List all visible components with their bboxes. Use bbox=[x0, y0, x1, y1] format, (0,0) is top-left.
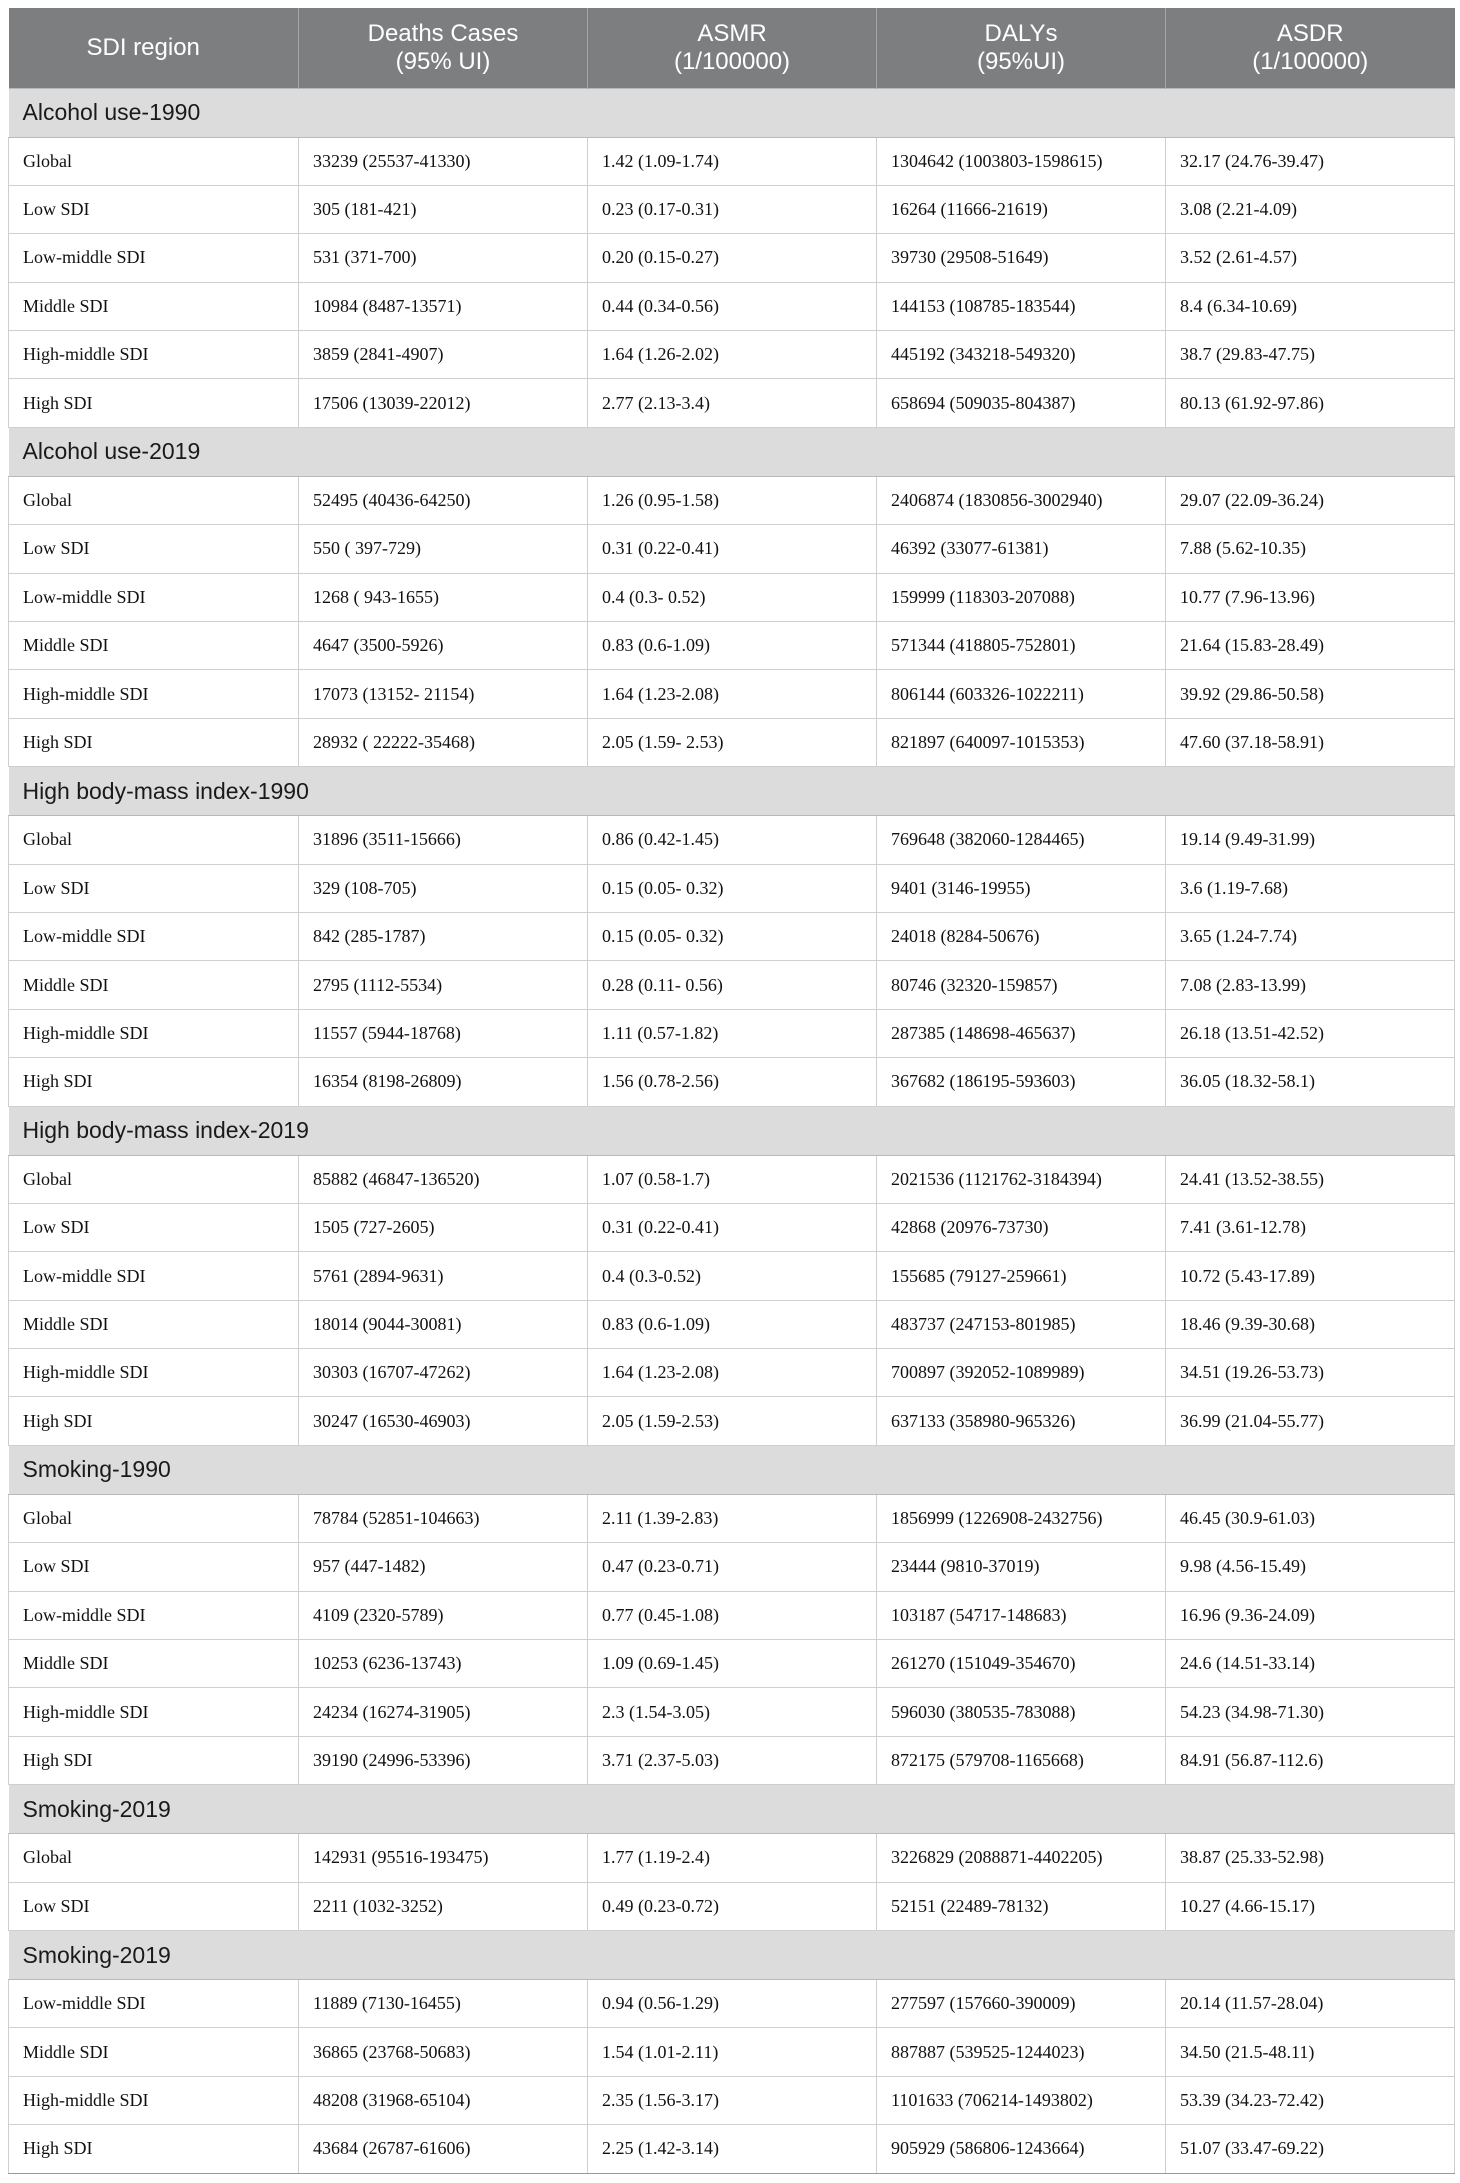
deaths-cases-cell: 1505 (727-2605) bbox=[299, 1203, 588, 1251]
sdi-region-cell: Low-middle SDI bbox=[9, 912, 299, 960]
dalys-cell: 39730 (29508-51649) bbox=[877, 234, 1166, 282]
asmr-cell: 0.47 (0.23-0.71) bbox=[588, 1543, 877, 1591]
asdr-cell: 3.52 (2.61-4.57) bbox=[1166, 234, 1455, 282]
asmr-cell: 0.83 (0.6-1.09) bbox=[588, 1300, 877, 1348]
table-header bbox=[9, 8, 1455, 88]
deaths-cases-cell: 10253 (6236-13743) bbox=[299, 1640, 588, 1688]
section-header-row bbox=[9, 88, 1455, 137]
asdr-cell: 39.92 (29.86-50.58) bbox=[1166, 670, 1455, 718]
asdr-cell: 36.05 (18.32-58.1) bbox=[1166, 1058, 1455, 1106]
sdi-region-cell: High-middle SDI bbox=[9, 2076, 299, 2124]
table-row bbox=[9, 1980, 1455, 2028]
asdr-cell: 7.88 (5.62-10.35) bbox=[1166, 525, 1455, 573]
deaths-cases-cell: 3859 (2841-4907) bbox=[299, 331, 588, 379]
dalys-cell: 261270 (151049-354670) bbox=[877, 1640, 1166, 1688]
sdi-region-cell: Low SDI bbox=[9, 864, 299, 912]
asdr-cell: 3.65 (1.24-7.74) bbox=[1166, 912, 1455, 960]
asmr-cell: 0.31 (0.22-0.41) bbox=[588, 525, 877, 573]
deaths-cases-cell: 142931 (95516-193475) bbox=[299, 1834, 588, 1882]
table-row bbox=[9, 137, 1455, 185]
asmr-cell: 1.64 (1.23-2.08) bbox=[588, 1349, 877, 1397]
section-header-row bbox=[9, 1931, 1455, 1980]
table-row bbox=[9, 1640, 1455, 1688]
asdr-cell: 9.98 (4.56-15.49) bbox=[1166, 1543, 1455, 1591]
asdr-cell: 34.51 (19.26-53.73) bbox=[1166, 1349, 1455, 1397]
deaths-cases-cell: 1268 ( 943-1655) bbox=[299, 573, 588, 621]
dalys-cell: 46392 (33077-61381) bbox=[877, 525, 1166, 573]
sdi-region-cell: Low SDI bbox=[9, 1543, 299, 1591]
asmr-cell: 2.11 (1.39-2.83) bbox=[588, 1494, 877, 1542]
asmr-cell: 1.09 (0.69-1.45) bbox=[588, 1640, 877, 1688]
table-row bbox=[9, 525, 1455, 573]
table-row bbox=[9, 1882, 1455, 1930]
table-row bbox=[9, 331, 1455, 379]
section-title: Smoking-2019 bbox=[9, 1931, 1455, 1980]
table-row bbox=[9, 2125, 1455, 2173]
deaths-cases-cell: 39190 (24996-53396) bbox=[299, 1736, 588, 1784]
asdr-cell: 16.96 (9.36-24.09) bbox=[1166, 1591, 1455, 1639]
asmr-cell: 2.77 (2.13-3.4) bbox=[588, 379, 877, 427]
table-row bbox=[9, 1688, 1455, 1736]
sdi-region-cell: Low SDI bbox=[9, 185, 299, 233]
table-row bbox=[9, 1155, 1455, 1203]
table-row bbox=[9, 476, 1455, 524]
dalys-cell: 700897 (392052-1089989) bbox=[877, 1349, 1166, 1397]
sdi-region-cell: High SDI bbox=[9, 1397, 299, 1445]
dalys-cell: 1856999 (1226908-2432756) bbox=[877, 1494, 1166, 1542]
asdr-cell: 36.99 (21.04-55.77) bbox=[1166, 1397, 1455, 1445]
asmr-cell: 0.15 (0.05- 0.32) bbox=[588, 912, 877, 960]
deaths-cases-cell: 16354 (8198-26809) bbox=[299, 1058, 588, 1106]
dalys-cell: 144153 (108785-183544) bbox=[877, 282, 1166, 330]
dalys-cell: 159999 (118303-207088) bbox=[877, 573, 1166, 621]
asdr-cell: 46.45 (30.9-61.03) bbox=[1166, 1494, 1455, 1542]
table-row bbox=[9, 1300, 1455, 1348]
asmr-cell: 1.26 (0.95-1.58) bbox=[588, 476, 877, 524]
sdi-region-cell: High-middle SDI bbox=[9, 331, 299, 379]
asdr-cell: 53.39 (34.23-72.42) bbox=[1166, 2076, 1455, 2124]
table-body bbox=[9, 88, 1455, 2173]
sdi-region-cell: Middle SDI bbox=[9, 1640, 299, 1688]
sdi-region-cell: Low-middle SDI bbox=[9, 1252, 299, 1300]
dalys-cell: 445192 (343218-549320) bbox=[877, 331, 1166, 379]
dalys-cell: 3226829 (2088871-4402205) bbox=[877, 1834, 1166, 1882]
deaths-cases-cell: 5761 (2894-9631) bbox=[299, 1252, 588, 1300]
table-row bbox=[9, 1591, 1455, 1639]
table-row bbox=[9, 1736, 1455, 1784]
dalys-cell: 872175 (579708-1165668) bbox=[877, 1736, 1166, 1784]
table-row bbox=[9, 1494, 1455, 1542]
deaths-cases-cell: 30303 (16707-47262) bbox=[299, 1349, 588, 1397]
asmr-cell: 1.77 (1.19-2.4) bbox=[588, 1834, 877, 1882]
dalys-cell: 103187 (54717-148683) bbox=[877, 1591, 1166, 1639]
sdi-region-cell: High SDI bbox=[9, 379, 299, 427]
asdr-cell: 84.91 (56.87-112.6) bbox=[1166, 1736, 1455, 1784]
deaths-cases-cell: 28932 ( 22222-35468) bbox=[299, 718, 588, 766]
sdi-region-cell: Low-middle SDI bbox=[9, 1980, 299, 2028]
table-row bbox=[9, 961, 1455, 1009]
asmr-cell: 2.3 (1.54-3.05) bbox=[588, 1688, 877, 1736]
sdi-region-cell: Low-middle SDI bbox=[9, 234, 299, 282]
deaths-cases-cell: 30247 (16530-46903) bbox=[299, 1397, 588, 1445]
asmr-cell: 2.25 (1.42-3.14) bbox=[588, 2125, 877, 2173]
asmr-cell: 0.4 (0.3-0.52) bbox=[588, 1252, 877, 1300]
asdr-cell: 7.41 (3.61-12.78) bbox=[1166, 1203, 1455, 1251]
asmr-cell: 0.83 (0.6-1.09) bbox=[588, 622, 877, 670]
header-asmr-sublabel: (1/100000) bbox=[673, 47, 791, 75]
deaths-cases-cell: 10984 (8487-13571) bbox=[299, 282, 588, 330]
asmr-cell: 1.42 (1.09-1.74) bbox=[588, 137, 877, 185]
section-title: Smoking-2019 bbox=[9, 1785, 1455, 1834]
table-row bbox=[9, 234, 1455, 282]
dalys-cell: 571344 (418805-752801) bbox=[877, 622, 1166, 670]
table-row bbox=[9, 912, 1455, 960]
dalys-cell: 16264 (11666-21619) bbox=[877, 185, 1166, 233]
dalys-cell: 596030 (380535-783088) bbox=[877, 1688, 1166, 1736]
dalys-cell: 155685 (79127-259661) bbox=[877, 1252, 1166, 1300]
data-table-container bbox=[8, 8, 1454, 2174]
header-deaths-cases bbox=[299, 8, 588, 88]
dalys-cell: 42868 (20976-73730) bbox=[877, 1203, 1166, 1251]
table-row bbox=[9, 1058, 1455, 1106]
asmr-cell: 2.05 (1.59-2.53) bbox=[588, 1397, 877, 1445]
dalys-cell: 52151 (22489-78132) bbox=[877, 1882, 1166, 1930]
table-row bbox=[9, 816, 1455, 864]
asmr-cell: 1.11 (0.57-1.82) bbox=[588, 1009, 877, 1057]
asdr-cell: 47.60 (37.18-58.91) bbox=[1166, 718, 1455, 766]
asdr-cell: 10.27 (4.66-15.17) bbox=[1166, 1882, 1455, 1930]
dalys-cell: 905929 (586806-1243664) bbox=[877, 2125, 1166, 2173]
asmr-cell: 0.44 (0.34-0.56) bbox=[588, 282, 877, 330]
asdr-cell: 20.14 (11.57-28.04) bbox=[1166, 1980, 1455, 2028]
sdi-region-cell: Middle SDI bbox=[9, 1300, 299, 1348]
table-row bbox=[9, 718, 1455, 766]
deaths-cases-cell: 43684 (26787-61606) bbox=[299, 2125, 588, 2173]
deaths-cases-cell: 2795 (1112-5534) bbox=[299, 961, 588, 1009]
sdi-region-cell: Middle SDI bbox=[9, 2028, 299, 2076]
dalys-cell: 24018 (8284-50676) bbox=[877, 912, 1166, 960]
table-row bbox=[9, 622, 1455, 670]
deaths-cases-cell: 36865 (23768-50683) bbox=[299, 2028, 588, 2076]
asdr-cell: 10.77 (7.96-13.96) bbox=[1166, 573, 1455, 621]
header-asdr-sublabel: (1/100000) bbox=[1252, 47, 1369, 75]
sdi-region-cell: High SDI bbox=[9, 1058, 299, 1106]
table-row bbox=[9, 2028, 1455, 2076]
header-dalys bbox=[877, 8, 1166, 88]
asmr-cell: 1.64 (1.23-2.08) bbox=[588, 670, 877, 718]
header-sdi-region-label: SDI region bbox=[86, 33, 200, 61]
section-header-row bbox=[9, 1785, 1455, 1834]
deaths-cases-cell: 17506 (13039-22012) bbox=[299, 379, 588, 427]
table-row bbox=[9, 670, 1455, 718]
dalys-cell: 367682 (186195-593603) bbox=[877, 1058, 1166, 1106]
asmr-cell: 1.54 (1.01-2.11) bbox=[588, 2028, 877, 2076]
sdi-region-cell: High SDI bbox=[9, 1736, 299, 1784]
sdi-risk-table bbox=[8, 8, 1455, 2174]
asdr-cell: 29.07 (22.09-36.24) bbox=[1166, 476, 1455, 524]
asdr-cell: 51.07 (33.47-69.22) bbox=[1166, 2125, 1455, 2173]
asdr-cell: 34.50 (21.5-48.11) bbox=[1166, 2028, 1455, 2076]
asmr-cell: 0.4 (0.3- 0.52) bbox=[588, 573, 877, 621]
asdr-cell: 21.64 (15.83-28.49) bbox=[1166, 622, 1455, 670]
asmr-cell: 0.23 (0.17-0.31) bbox=[588, 185, 877, 233]
deaths-cases-cell: 2211 (1032-3252) bbox=[299, 1882, 588, 1930]
deaths-cases-cell: 957 (447-1482) bbox=[299, 1543, 588, 1591]
section-title: Alcohol use-2019 bbox=[9, 427, 1455, 476]
header-dalys-sublabel: (95%UI) bbox=[976, 47, 1066, 75]
header-deaths-cases-sublabel: (95% UI) bbox=[395, 47, 491, 75]
section-header-row bbox=[9, 427, 1455, 476]
sdi-region-cell: Low-middle SDI bbox=[9, 1591, 299, 1639]
deaths-cases-cell: 329 (108-705) bbox=[299, 864, 588, 912]
section-title: Alcohol use-1990 bbox=[9, 88, 1455, 137]
dalys-cell: 887887 (539525-1244023) bbox=[877, 2028, 1166, 2076]
asdr-cell: 8.4 (6.34-10.69) bbox=[1166, 282, 1455, 330]
table-row bbox=[9, 864, 1455, 912]
dalys-cell: 80746 (32320-159857) bbox=[877, 961, 1166, 1009]
table-row bbox=[9, 1009, 1455, 1057]
asmr-cell: 0.77 (0.45-1.08) bbox=[588, 1591, 877, 1639]
deaths-cases-cell: 11889 (7130-16455) bbox=[299, 1980, 588, 2028]
asdr-cell: 80.13 (61.92-97.86) bbox=[1166, 379, 1455, 427]
asdr-cell: 26.18 (13.51-42.52) bbox=[1166, 1009, 1455, 1057]
header-asmr bbox=[588, 8, 877, 88]
sdi-region-cell: Low SDI bbox=[9, 1203, 299, 1251]
asmr-cell: 0.86 (0.42-1.45) bbox=[588, 816, 877, 864]
sdi-region-cell: Low-middle SDI bbox=[9, 573, 299, 621]
dalys-cell: 1101633 (706214-1493802) bbox=[877, 2076, 1166, 2124]
asdr-cell: 32.17 (24.76-39.47) bbox=[1166, 137, 1455, 185]
deaths-cases-cell: 85882 (46847-136520) bbox=[299, 1155, 588, 1203]
sdi-region-cell: Low SDI bbox=[9, 1882, 299, 1930]
deaths-cases-cell: 11557 (5944-18768) bbox=[299, 1009, 588, 1057]
sdi-region-cell: High-middle SDI bbox=[9, 1009, 299, 1057]
asmr-cell: 0.20 (0.15-0.27) bbox=[588, 234, 877, 282]
section-header-row bbox=[9, 767, 1455, 816]
deaths-cases-cell: 531 (371-700) bbox=[299, 234, 588, 282]
sdi-region-cell: Global bbox=[9, 1494, 299, 1542]
table-row bbox=[9, 379, 1455, 427]
dalys-cell: 9401 (3146-19955) bbox=[877, 864, 1166, 912]
header-row bbox=[9, 8, 1455, 88]
section-title: High body-mass index-1990 bbox=[9, 767, 1455, 816]
deaths-cases-cell: 550 ( 397-729) bbox=[299, 525, 588, 573]
asdr-cell: 10.72 (5.43-17.89) bbox=[1166, 1252, 1455, 1300]
dalys-cell: 806144 (603326-1022211) bbox=[877, 670, 1166, 718]
asmr-cell: 0.31 (0.22-0.41) bbox=[588, 1203, 877, 1251]
deaths-cases-cell: 78784 (52851-104663) bbox=[299, 1494, 588, 1542]
table-row bbox=[9, 1543, 1455, 1591]
table-row bbox=[9, 1252, 1455, 1300]
dalys-cell: 277597 (157660-390009) bbox=[877, 1980, 1166, 2028]
deaths-cases-cell: 4109 (2320-5789) bbox=[299, 1591, 588, 1639]
table-row bbox=[9, 573, 1455, 621]
section-title: High body-mass index-2019 bbox=[9, 1106, 1455, 1155]
sdi-region-cell: Global bbox=[9, 476, 299, 524]
asmr-cell: 3.71 (2.37-5.03) bbox=[588, 1736, 877, 1784]
table-row bbox=[9, 2076, 1455, 2124]
asmr-cell: 1.56 (0.78-2.56) bbox=[588, 1058, 877, 1106]
asdr-cell: 38.7 (29.83-47.75) bbox=[1166, 331, 1455, 379]
section-header-row bbox=[9, 1445, 1455, 1494]
asmr-cell: 0.15 (0.05- 0.32) bbox=[588, 864, 877, 912]
sdi-region-cell: High SDI bbox=[9, 2125, 299, 2173]
deaths-cases-cell: 31896 (3511-15666) bbox=[299, 816, 588, 864]
sdi-region-cell: Global bbox=[9, 137, 299, 185]
asmr-cell: 0.94 (0.56-1.29) bbox=[588, 1980, 877, 2028]
header-dalys-label: DALYs bbox=[984, 19, 1058, 47]
sdi-region-cell: Global bbox=[9, 816, 299, 864]
deaths-cases-cell: 305 (181-421) bbox=[299, 185, 588, 233]
sdi-region-cell: Middle SDI bbox=[9, 961, 299, 1009]
asmr-cell: 2.05 (1.59- 2.53) bbox=[588, 718, 877, 766]
dalys-cell: 821897 (640097-1015353) bbox=[877, 718, 1166, 766]
deaths-cases-cell: 24234 (16274-31905) bbox=[299, 1688, 588, 1736]
asmr-cell: 0.49 (0.23-0.72) bbox=[588, 1882, 877, 1930]
sdi-region-cell: Low SDI bbox=[9, 525, 299, 573]
header-deaths-cases-label: Deaths Cases bbox=[367, 19, 519, 47]
asdr-cell: 18.46 (9.39-30.68) bbox=[1166, 1300, 1455, 1348]
dalys-cell: 1304642 (1003803-1598615) bbox=[877, 137, 1166, 185]
dalys-cell: 637133 (358980-965326) bbox=[877, 1397, 1166, 1445]
header-asdr-label: ASDR bbox=[1276, 19, 1344, 47]
sdi-region-cell: High-middle SDI bbox=[9, 1688, 299, 1736]
deaths-cases-cell: 52495 (40436-64250) bbox=[299, 476, 588, 524]
section-title: Smoking-1990 bbox=[9, 1445, 1455, 1494]
sdi-region-cell: Middle SDI bbox=[9, 622, 299, 670]
dalys-cell: 23444 (9810-37019) bbox=[877, 1543, 1166, 1591]
sdi-region-cell: High SDI bbox=[9, 718, 299, 766]
dalys-cell: 769648 (382060-1284465) bbox=[877, 816, 1166, 864]
header-asmr-label: ASMR bbox=[697, 19, 767, 47]
sdi-region-cell: Global bbox=[9, 1834, 299, 1882]
sdi-region-cell: Global bbox=[9, 1155, 299, 1203]
dalys-cell: 658694 (509035-804387) bbox=[877, 379, 1166, 427]
asdr-cell: 3.6 (1.19-7.68) bbox=[1166, 864, 1455, 912]
deaths-cases-cell: 17073 (13152- 21154) bbox=[299, 670, 588, 718]
sdi-region-cell: Middle SDI bbox=[9, 282, 299, 330]
asdr-cell: 7.08 (2.83-13.99) bbox=[1166, 961, 1455, 1009]
deaths-cases-cell: 48208 (31968-65104) bbox=[299, 2076, 588, 2124]
sdi-region-cell: High-middle SDI bbox=[9, 1349, 299, 1397]
section-header-row bbox=[9, 1106, 1455, 1155]
header-asdr bbox=[1166, 8, 1455, 88]
asmr-cell: 2.35 (1.56-3.17) bbox=[588, 2076, 877, 2124]
asdr-cell: 3.08 (2.21-4.09) bbox=[1166, 185, 1455, 233]
asmr-cell: 1.07 (0.58-1.7) bbox=[588, 1155, 877, 1203]
table-row bbox=[9, 1834, 1455, 1882]
header-sdi-region bbox=[9, 8, 299, 88]
deaths-cases-cell: 842 (285-1787) bbox=[299, 912, 588, 960]
dalys-cell: 287385 (148698-465637) bbox=[877, 1009, 1166, 1057]
table-row bbox=[9, 282, 1455, 330]
asdr-cell: 54.23 (34.98-71.30) bbox=[1166, 1688, 1455, 1736]
dalys-cell: 2021536 (1121762-3184394) bbox=[877, 1155, 1166, 1203]
asdr-cell: 24.41 (13.52-38.55) bbox=[1166, 1155, 1455, 1203]
asdr-cell: 38.87 (25.33-52.98) bbox=[1166, 1834, 1455, 1882]
asdr-cell: 24.6 (14.51-33.14) bbox=[1166, 1640, 1455, 1688]
asmr-cell: 0.28 (0.11- 0.56) bbox=[588, 961, 877, 1009]
sdi-region-cell: High-middle SDI bbox=[9, 670, 299, 718]
table-row bbox=[9, 1203, 1455, 1251]
table-row bbox=[9, 1397, 1455, 1445]
asmr-cell: 1.64 (1.26-2.02) bbox=[588, 331, 877, 379]
deaths-cases-cell: 33239 (25537-41330) bbox=[299, 137, 588, 185]
deaths-cases-cell: 18014 (9044-30081) bbox=[299, 1300, 588, 1348]
asdr-cell: 19.14 (9.49-31.99) bbox=[1166, 816, 1455, 864]
table-row bbox=[9, 1349, 1455, 1397]
deaths-cases-cell: 4647 (3500-5926) bbox=[299, 622, 588, 670]
dalys-cell: 483737 (247153-801985) bbox=[877, 1300, 1166, 1348]
table-row bbox=[9, 185, 1455, 233]
dalys-cell: 2406874 (1830856-3002940) bbox=[877, 476, 1166, 524]
